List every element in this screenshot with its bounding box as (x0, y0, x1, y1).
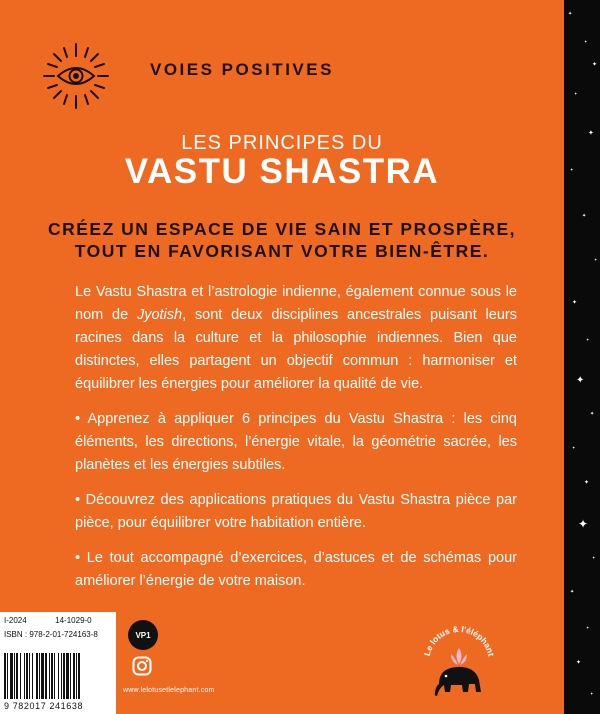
star-icon: ✦ (590, 411, 595, 417)
collection-name: VOIES POSITIVES (150, 60, 334, 79)
star-icon: ✦ (570, 167, 574, 172)
intro-paragraph (75, 281, 517, 396)
barcode-area (0, 612, 116, 714)
barcode-stripe (80, 653, 83, 699)
star-icon: ✦ (576, 375, 585, 386)
star-icon: ✦ (592, 555, 596, 560)
star-icon: ✦ (594, 257, 598, 262)
star-icon: ✦ (584, 39, 588, 44)
instagram-icon[interactable] (132, 656, 152, 676)
product-code: 14-1029-0 (55, 616, 92, 625)
title-line-2: VASTU SHASTRA (124, 152, 440, 191)
barcode (4, 653, 112, 699)
star-icon: ✦ (576, 660, 582, 666)
publisher-word-1: Le lotus (421, 625, 452, 657)
bullet-item: • Découvrez des applications pratiques du Vastu Shastra pièce par pièce, pour équilibrer votre habitation entière. (75, 492, 517, 531)
star-icon: ✦ (572, 300, 578, 306)
star-icon: ✦ (590, 691, 594, 696)
series-badge: VP1 (128, 620, 158, 650)
star-icon: ✦ (588, 130, 594, 137)
bullet-item: • Le tout accompagné d’exercices, d’astuces et de schémas pour améliorer l’énergie de votre maison. (75, 550, 517, 589)
description (75, 281, 517, 605)
star-icon: ✦ (574, 91, 578, 96)
publisher-word-2: l'éléphant (460, 624, 497, 658)
intro-part-2: , sont deux disciplines ancestrales puisant leurs racines dans la culture et la philosophie indiennes. Bien que distinctes, elles partagent un objectif commun : harmoniser et équilibrer les énergies pour améliorer la qualité de vie. (75, 307, 517, 392)
star-icon: ✦ (586, 625, 590, 630)
star-icon: ✦ (578, 517, 589, 531)
star-icon: ✦ (592, 62, 598, 68)
star-icon: ✦ (586, 337, 590, 342)
star-icon: ✦ (584, 480, 590, 486)
starry-spine (564, 0, 600, 714)
star-icon: ✦ (582, 213, 587, 219)
star-icon: ✦ (568, 11, 573, 17)
elephant-lotus-logo (421, 622, 497, 704)
tagline-line-2: TOUT EN FAVORISANT VOTRE BIEN-ÊTRE. (74, 241, 490, 261)
isbn: ISBN : 978-2-01-724163-8 (4, 630, 98, 639)
star-icon: ✦ (570, 589, 575, 595)
eye-sun-icon (36, 36, 116, 116)
intro-italic: Jyotish (136, 307, 183, 323)
tagline (0, 218, 564, 262)
bullet-item: • Apprenez à appliquer 6 principes du Vastu Shastra : les cinq éléments, les directions, l’énergie vitale, la géométrie sacrée, les planètes et les énergies subtiles. (75, 411, 517, 473)
website-link[interactable]: www.lelotusetlelephant.com (123, 687, 215, 694)
print-date: I-2024 (4, 616, 27, 625)
title-line-1: LES PRINCIPES DU (181, 132, 383, 154)
star-icon: ✦ (572, 445, 576, 450)
publisher-amp: & (451, 623, 460, 635)
intro-part-1: Le Vastu Shastra et l’astrologie indienne, également connue sous le nom de (75, 284, 517, 323)
tagline-line-1: CRÉEZ UN ESPACE DE VIE SAIN ET PROSPÈRE, (47, 219, 517, 239)
barcode-digits: 9 782017 241638 (4, 701, 84, 711)
